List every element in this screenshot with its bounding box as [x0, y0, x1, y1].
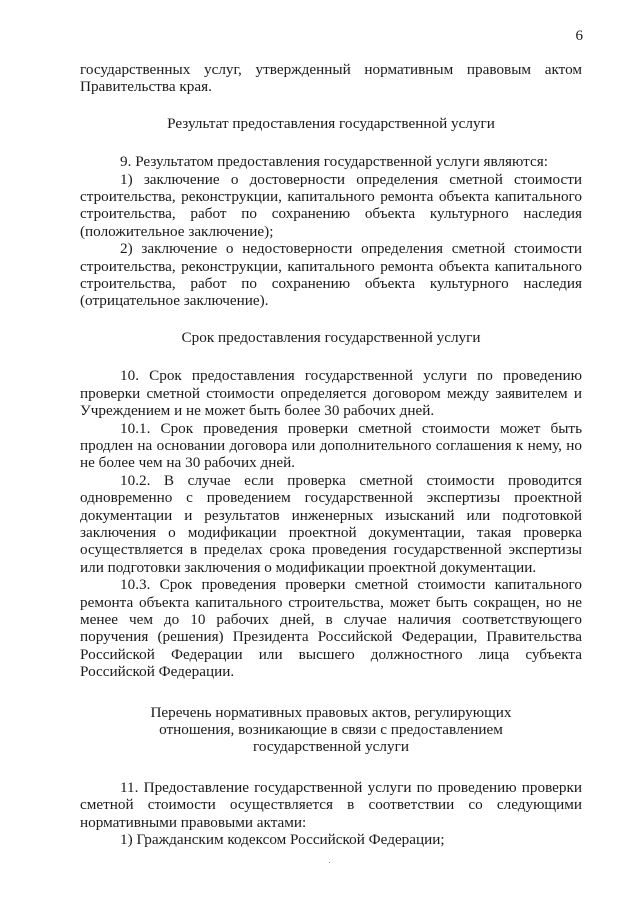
- scan-speck: [329, 862, 330, 863]
- paragraph-continuation: государственных услуг, утвержденный нормативным правовым актом Правительства края.: [80, 61, 582, 96]
- paragraph-11: 11. Предоставление государственной услуги по проведению проверки сметной стоимости осуществляется в соответствии со следующими нормативными правовыми актами:: [80, 778, 582, 831]
- section-heading-legal-acts-line-3: государственной услуги: [253, 738, 409, 756]
- section-heading-legal-acts: [80, 704, 582, 756]
- section-heading-legal-acts-line-1: Перечень нормативных правовых актов, регулирующих: [150, 703, 512, 721]
- paragraph-9-item-1: 1) заключение о достоверности определения сметной стоимости строительства, реконструкции, капитального ремонта объекта капитального строительства, работ по сохранению объекта культурного наследия (положительное заключение);: [80, 170, 582, 240]
- paragraph-11-item-1: 1) Гражданским кодексом Российской Федерации;: [120, 831, 445, 849]
- document-body: [80, 61, 582, 848]
- paragraph-9-item-2: 2) заключение о недостоверности определения сметной стоимости строительства, реконструкции, капитального ремонта объекта капитального строительства, работ по сохранению объекта культурного наследия (отрицательное заключение).: [80, 240, 582, 310]
- section-heading-legal-acts-line-2: отношения, возникающие в связи с предоставлением: [159, 721, 503, 738]
- section-heading-term: Срок предоставления государственной услуги: [181, 328, 481, 346]
- paragraph-10-2: 10.2. В случае если проверка сметной стоимости проводится одновременно с проведением государственной экспертизы проектной документации и результатов инженерных изысканий или подготовкой заключения о модификации проектной документации, такая проверка осуществляется в пределах срока проведения государственной экспертизы или подготовки заключения о модификации проектной документации.: [80, 471, 582, 576]
- paragraph-10-1: 10.1. Срок проведения проверки сметной стоимости может быть продлен на основании договора или дополнительного соглашения к нему, но не более чем на 30 рабочих дней.: [80, 419, 582, 472]
- paragraph-9: 9. Результатом предоставления государственной услуги являются:: [120, 153, 548, 171]
- page-number: 6: [575, 28, 583, 44]
- paragraph-10: 10. Срок предоставления государственной услуги по проведению проверки сметной стоимости определяется договором между заявителем и Учреждением и не может быть более 30 рабочих дней.: [80, 367, 582, 420]
- paragraph-10-3: 10.3. Срок проведения проверки сметной стоимости капитального ремонта объекта капитального строительства, может быть сокращен, но не менее чем до 10 рабочих дней, в случае наличия соответствующего поручения (решения) Президента Российской Федерации, Правительства Российской Федерации или высшего должностного лица субъекта Российской Федерации.: [80, 576, 582, 681]
- section-heading-result: Результат предоставления государственной услуги: [167, 114, 495, 132]
